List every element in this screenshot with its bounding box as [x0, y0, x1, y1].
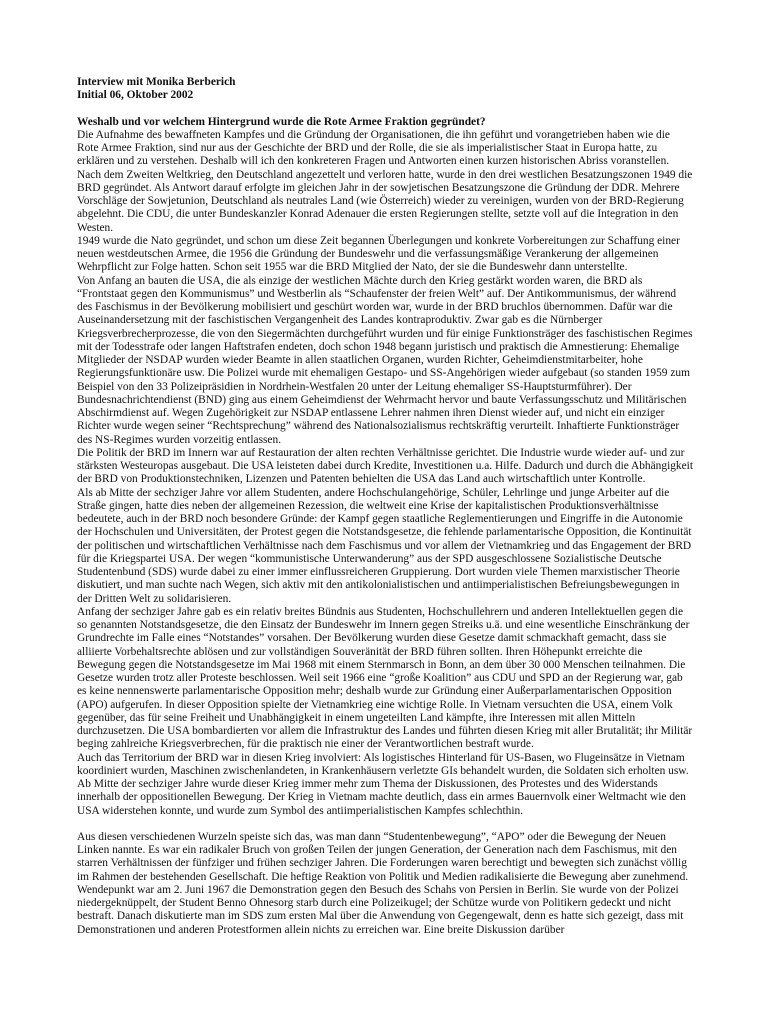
- paragraph: Als ab Mitte der sechziger Jahre vor allem Studenten, andere Hochschulangehörige, Schüler, Lehrlinge und junge Arbeiter auf die Straße gingen, hatte dies neben der allgemeinen Rezession, die weltweit eine Krise der kapitalistischen Produktionsverhältnisse bedeutete, auch in der BRD noch besondere Gründe: der Kampf gegen staatliche Reglementierungen und Eingriffe in die Autonomie der Hochschulen und Universitäten, der Protest gegen die Notstandsgesetze, die fehlende parlamentarische Opposition, die Kontinuität der politischen und wirtschaftlichen Verhältnisse nach dem Faschismus und vor allem der Vietnamkrieg und das Engagement der BRD für die Kriegspartei USA. Der wegen “kommunistische Unterwanderung” aus der SPD ausgeschlossene Sozialistische Deutsche Studentenbund (SDS) wurde dabei zu einer immer einflussreicheren Gruppierung. Dort wurden viele Themen marxistischer Theorie diskutiert, und man suchte nach Wegen, sich aktiv mit den antikolonialistischen und antiimperialistischen Befreiungsbewegungen in der Dritten Welt zu solidarisieren.: [77, 486, 692, 605]
- paragraph: Die Aufnahme des bewaffneten Kampfes und die Gründung der Organisationen, die ihn geführt und vorangetrieben haben wie die Rote Armee Fraktion, sind nur aus der Geschichte der BRD und der Rolle, die sie als imperialistischer Staat in Europa hatte, zu erklären und zu verstehen. Deshalb will ich den konkreteren Fragen und Antworten einen kurzen historischen Abriss voranstellen. Nach dem Zweiten Weltkrieg, den Deutschland angezettelt und verloren hatte, wurde in den drei westlichen Besatzungszonen 1949 die BRD gegründet. Als Antwort darauf erfolgte im gleichen Jahr in der sowjetischen Besatzungszone die Gründung der DDR. Mehrere Vorschläge der Sowjetunion, Deutschland als neutrales Land (wie Österreich) wieder zu vereinigen, wurden von der BRD-Regierung abgelehnt. Die CDU, die unter Bundeskanzler Konrad Adenauer die ersten Regierungen stellte, setzte voll auf die Integration in den Westen.: [77, 128, 693, 234]
- interview-title: Interview mit Monika Berberich: [77, 76, 236, 88]
- paragraph-gap: [77, 818, 693, 831]
- paragraph: 1949 wurde die Nato gegründet, und schon um diese Zeit begannen Überlegungen und konkrete Vorbereitungen zur Schaffung einer neuen westdeutschen Armee, die 1956 die Gründung der Bundeswehr und die verfassungsmäßige Verankerung der allgemeinen Wehrpflicht zur Folge hatten. Schon seit 1955 war die BRD Mitglied der Nato, der sie die Bundeswehr dann unterstellte.: [77, 234, 680, 274]
- paragraph: Die Politik der BRD im Innern war auf Restauration der alten rechten Verhältnisse gerichtet. Die Industrie wurde wieder auf- und zur stärksten Westeuropas ausgebaut. Die USA leisteten dabei durch Kredite, Investitionen u.a. Hilfe. Dadurch und durch die Abhängigkeit der BRD von Produktionstechniken, Lizenzen und Patenten behielten die USA das Land auch wirtschaftlich unter Kontrolle.: [77, 446, 694, 486]
- paragraph: Auch das Territorium der BRD war in diesen Krieg involviert: Als logistisches Hinterland für US-Basen, wo Flugeinsätze in Vietnam koordiniert wurden, Maschinen zwischenlandeten, in Krankenhäusern verletzte GIs behandelt wurden, die Soldaten sich erholten usw.: [77, 751, 689, 777]
- paragraph: Von Anfang an bauten die USA, die als einzige der westlichen Mächte durch den Krieg gestärkt worden waren, die BRD als “Frontstaat gegen den Kommunismus” und Westberlin als “Schaufenster der freien Welt” auf. Der Antikommunismus, der während des Faschismus in der Bevölkerung mobilisiert und geschürt worden war, wurde in der BRD bruchlos übernommen. Dafür war die Auseinandersetzung mit der faschistischen Vergangenheit des Landes kontraproduktiv. Zwar gab es die Nürnberger Kriegsverbrecherprozesse, die von den Siegermächten durchgeführt wurden und für einige Funktionsträger des faschistischen Regimes mit der Todesstrafe oder langen Haftstrafen endeten, doch schon 1948 begann juristisch und praktisch die Amnestierung: Ehemalige Mitglieder der NSDAP wurden wieder Beamte in allen staatlichen Organen, wurden Richter, Geheimdienstmitarbeiter, hohe Regierungsfunktionäre usw. Die Polizei wurde mit ehemaligen Gestapo- und SS-Angehörigen wieder aufgebaut (so standen 1959 zum Beispiel von den 33 Polizeipräsidien in Nordrhein-Westfalen 20 unter der Leitung ehemaliger SS-Hauptsturmführer). Der Bundesnachrichtendienst (BND) ging aus einem Geheimdienst der Wehrmacht hervor und baute Verfassungsschutz und Militärischen Abschirmdienst auf. Wegen Zugehörigkeit zur NSDAP entlassene Lehrer nahmen ihren Dienst wieder auf, und nicht ein einziger Richter wurde wegen seiner “Rechtsprechung” während des Nationalsozialismus rechtskräftig verurteilt. Inhaftierte Funktionsträger des NS-Regimes wurden vorzeitig entlassen.: [77, 274, 693, 446]
- paragraph: Anfang der sechziger Jahre gab es ein relativ breites Bündnis aus Studenten, Hochschullehrern und anderen Intellektuellen gegen die so genannten Notstandsgesetze, die den Einsatz der Bundeswehr im Innern gegen Streiks u.ä. und eine wesentliche Einschränkung der Grundrechte im Falle eines “Notstandes” vorsahen. Der Bevölkerung wurden diese Gesetze damit schmackhaft gemacht, dass sie alliierte Vorbehaltsrechte ablösen und zur vollständigen Souveränität der BRD führen sollten. Ihren Höhepunkt erreichte die Bewegung gegen die Notstandsgesetze im Mai 1968 mit einem Sternmarsch in Bonn, an dem über 30 000 Menschen teilnahmen. Die Gesetze wurden trotz aller Proteste beschlossen. Weil seit 1966 eine “große Koalition” aus CDU und SPD an der Regierung war, gab es keine nennenswerte parlamentarische Opposition mehr; deshalb wurde zur Gründung einer Außerparlamentarischen Opposition (APO) aufgerufen. In dieser Opposition spielte der Vietnamkrieg eine wichtige Rolle. In Vietnam versuchten die USA, einem Volk gegenüber, das für seine Freiheit und Unabhängigkeit in einem ungeteilten Land kämpfte, ihre Interessen mit allen Mitteln durchzusetzen. Die USA bombardierten vor allem die Infrastruktur des Landes und führten diesen Krieg mit aller Brutalität; ihr Militär beging zahlreiche Kriegsverbrechen, für die praktisch nie einer der Verantwortlichen bestraft wurde.: [77, 605, 693, 751]
- interview-question: Weshalb und vor welchem Hintergrund wurde die Rote Armee Fraktion gegründet?: [77, 115, 486, 128]
- document-page: [77, 76, 693, 937]
- paragraph: Aus diesen verschiedenen Wurzeln speiste sich das, was man dann “Studentenbewegung”, “APO” oder die Bewegung der Neuen Linken nannte. Es war ein radikaler Bruch von großen Teilen der jungen Generation, der Generation nach dem Faschismus, mit den starren Verhältnissen der fünfziger und frühen sechziger Jahren. Die Forderungen waren berechtigt und bewegten sich zunächst völlig im Rahmen der bestehenden Gesellschaft. Die heftige Reaktion von Politik und Medien radikalisierte die Bewegung aber zunehmend. Wendepunkt war am 2. Juni 1967 die Demonstration gegen den Besuch des Schahs von Persien in Berlin. Sie wurde von der Polizei niedergeknüppelt, der Student Benno Ohnesorg starb durch eine Polizeikugel; der Schütze wurde von Politikern gedeckt und nicht bestraft. Danach diskutierte man im SDS zum ersten Mal über die Anwendung von Gegengewalt, denn es hatte sich gezeigt, dass mit Demonstrationen und anderen Protestformen allein nichts zu erreichen war. Eine breite Diskussion darüber: [77, 830, 689, 936]
- publication-line: Initial 06, Oktober 2002: [77, 89, 194, 102]
- paragraph: Ab Mitte der sechziger Jahre wurde dieser Krieg immer mehr zum Thema der Diskussionen, des Protestes und des Widerstands innerhalb der oppositionellen Bewegung. Der Krieg in Vietnam machte deutlich, dass ein armes Bauernvolk einer Weltmacht wie den USA widerstehen konnte, und wurde zum Symbol des antiimperialistischen Kampfes schlechthin.: [77, 778, 686, 817]
